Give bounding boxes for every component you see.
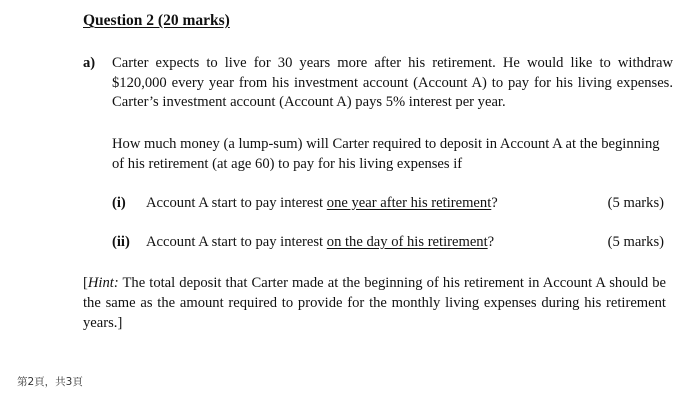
part-a [83,54,673,113]
hint-text: The total deposit that Carter made at the beginning of his retirement in Account A should be the same as the amount required to provide for the monthly living expenses during his retirement years.] [83,275,666,331]
question-text: How much money (a lump-sum) will Carter required to deposit in Account A at the beginning of his retirement (at age 60) to pay for his living expenses if [112,136,660,172]
sub-question-end: ? [487,234,495,250]
part-a-text: Carter expects to live for 30 years more after his retirement. He would like to withdraw $120,000 every year from his investment account (Account A) to pay for his living expenses. Carter’s investment account (Account A) pays 5% interest per year. [112,55,673,110]
sub-question-ii [112,233,668,253]
question-heading: Question 2 (20 marks) [83,12,230,29]
hint-paragraph [83,273,666,333]
page-number-footer: 第2頁，共3頁 [17,376,83,388]
sub-question-underlined: one year after his retirement [326,195,492,211]
sub-question-label: (i) [112,195,126,211]
sub-question-marks: (5 marks) [607,234,664,250]
sub-question-marks: (5 marks) [607,195,664,211]
hint-label: Hint: [87,275,119,291]
sub-question-label: (ii) [112,234,130,250]
sub-question-i [112,194,668,214]
sub-question-underlined: on the day of his retirement [326,234,488,250]
part-a-label: a) [83,55,96,71]
hint-open-bracket: [ [83,275,88,291]
sub-question-text: Account A start to pay interest [146,234,327,250]
sub-question-end: ? [491,195,498,211]
sub-question-text: Account A start to pay interest [146,195,327,211]
